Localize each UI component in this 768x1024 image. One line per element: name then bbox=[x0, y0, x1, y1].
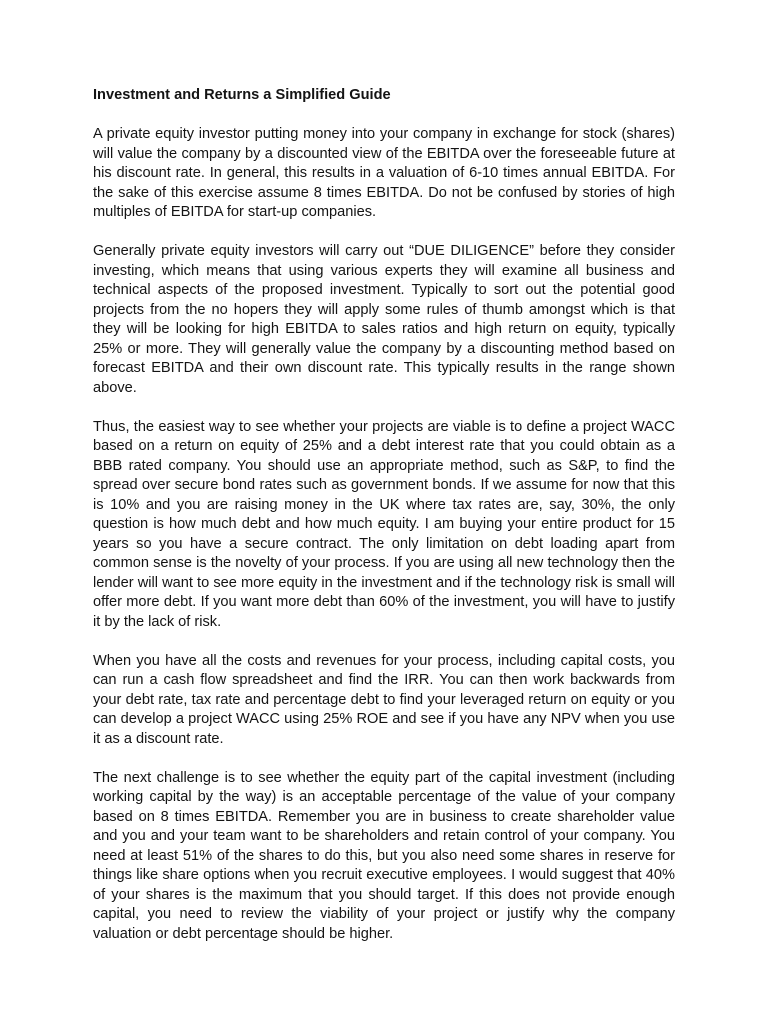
document-title: Investment and Returns a Simplified Guide bbox=[93, 87, 391, 103]
paragraph-project-wacc: Thus, the easiest way to see whether your projects are viable is to define a project WACC based on a return on equity of 25% and a debt interest rate that you could obtain as a BBB rated company. You should use an appropriate method, such as S&P, to find the spread over secure bond rates such as government bonds. If we assume for now that this is 10% and you are raising money in the UK where tax rates are, say, 30%, the only question is how much debt and how much equity. I am buying your entire product for 15 years so you have a secure contract. The only limitation on debt loading apart from common sense is the novelty of your process. If you are using all new technology then the lender will want to see more equity in the investment and if the technology risk is small will offer more debt. If you want more debt than 60% of the investment, you will have to justify it by the lack of risk. bbox=[93, 418, 675, 630]
paragraph-cash-flow-irr: When you have all the costs and revenues for your process, including capital costs, you can run a cash flow spreadsheet and find the IRR. You can then work backwards from your debt rate, tax rate and percentage debt to find your leveraged return on equity or you can develop a project WACC using 25% ROE and see if you have any NPV when you use it as a discount rate. bbox=[93, 652, 675, 747]
document-body bbox=[93, 86, 675, 964]
paragraph-due-diligence: Generally private equity investors will carry out “DUE DILIGENCE” before they consider investing, which means that using various experts they will examine all business and technical aspects of the proposed investment. Typically to sort out the potential good projects from the no hopers they will apply some rules of thumb amongst which is that they will be looking for high EBITDA to sales ratios and high return on equity, typically 25% or more. They will generally value the company by a discounting method based on forecast EBITDA and their own discount rate. This typically results in the range shown above. bbox=[93, 243, 675, 396]
paragraph-equity-challenge: The next challenge is to see whether the equity part of the capital investment (including working capital by the way) is an acceptable percentage of the value of your company based on 8 times EBITDA. Remember you are in business to create shareholder value and you and your team want to be shareholders and retain control of your company. You need at least 51% of the shares to do this, but you also need some shares in reserve for things like share options when you recruit executive employees. I would suggest that 40% of your shares is the maximum that you should target. If this does not provide enough capital, you need to review the viability of your project or justify why the company valuation or debt percentage should be higher. bbox=[93, 769, 675, 942]
paragraph-private-equity-valuation: A private equity investor putting money into your company in exchange for stock (shares) will value the company by a discounted view of the EBITDA over the foreseeable future at his discount rate. In general, this results in a valuation of 6-10 times annual EBITDA. For the sake of this exercise assume 8 times EBITDA. Do not be confused by stories of high multiples of EBITDA for start-up companies. bbox=[93, 126, 675, 220]
